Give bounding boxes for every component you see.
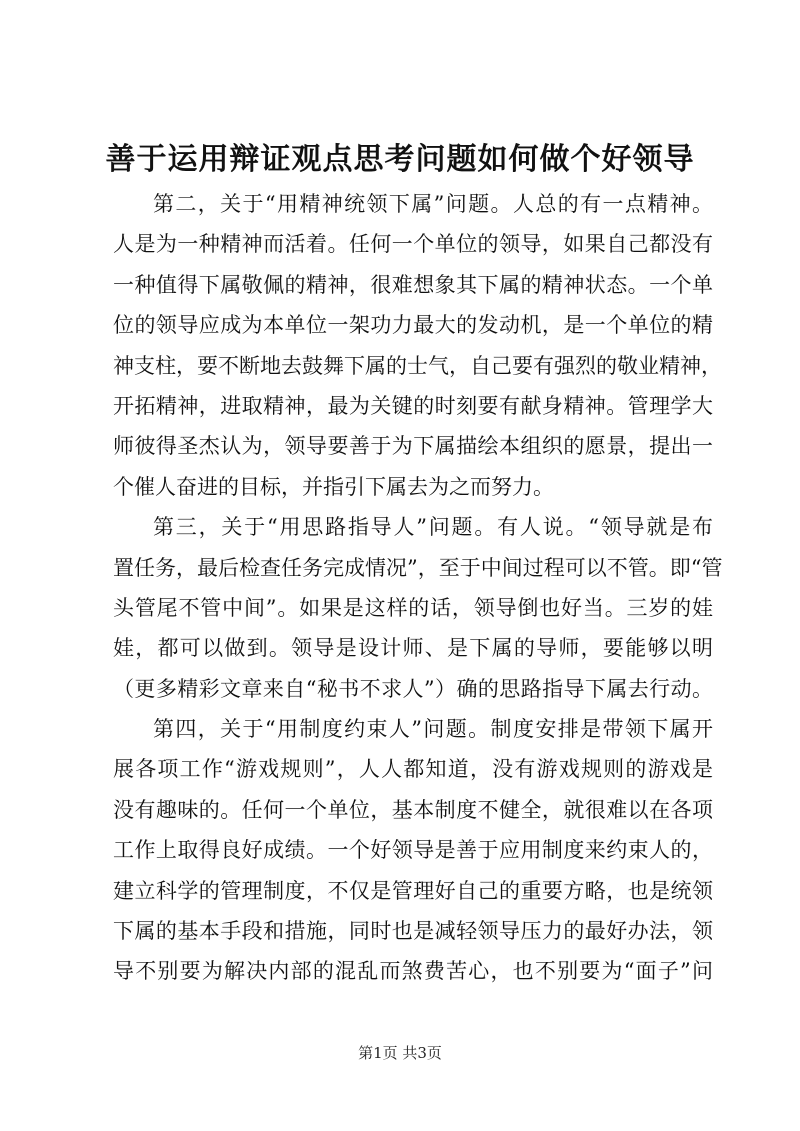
paragraph-line: 人是为一种精神而活着。任何一个单位的领导，如果自己都没有 [113, 232, 713, 257]
paragraph-line: 第四，关于“用制度约束人”问题。制度安排是带领下属开 [153, 717, 713, 742]
paragraph-line: 师彼得圣杰认为，领导要善于为下属描绘本组织的愿景，提出一 [113, 434, 713, 459]
paragraph-line: 个催人奋进的目标，并指引下属去为之而努力。 [113, 474, 554, 499]
paragraph-line: 神支柱，要不断地去鼓舞下属的士气，自己要有强烈的敬业精神， [113, 353, 722, 378]
paragraph-line: 展各项工作“游戏规则”，人人都知道，没有游戏规则的游戏是 [113, 757, 713, 782]
paragraph-line: 下属的基本手段和措施，同时也是减轻领导压力的最好办法，领 [113, 919, 713, 944]
page-footer: 第1页 共3页 [358, 1044, 442, 1062]
paragraph-line: 头管尾不管中间”。如果是这样的话，领导倒也好当。三岁的娃 [113, 595, 713, 620]
paragraph-line: 工作上取得良好成绩。一个好领导是善于应用制度来约束人的， [113, 838, 713, 863]
paragraph-line: 开拓精神，进取精神，最为关键的时刻要有献身精神。管理学大 [113, 393, 713, 418]
paragraph-line: 位的领导应成为本单位一架功力最大的发动机，是一个单位的精 [113, 313, 713, 338]
document-body [113, 184, 723, 992]
paragraph-line: 娃，都可以做到。领导是设计师、是下属的导师，要能够以明 [113, 636, 713, 661]
document-title: 善于运用辩证观点思考问题如何做个好领导 [105, 142, 695, 177]
paragraph-line: 建立科学的管理制度，不仅是管理好自己的重要方略，也是统领 [113, 878, 713, 903]
paragraph-line: 第二，关于“用精神统领下属”问题。人总的有一点精神。 [153, 192, 713, 216]
paragraph-line: 没有趣味的。任何一个单位，基本制度不健全，就很难以在各项 [113, 797, 713, 822]
paragraph-line: 导不别要为解决内部的混乱而煞费苦心，也不别要为“面子”问 [113, 959, 713, 984]
paragraph-line: （更多精彩文章来自“秘书不求人”）确的思路指导下属去行动。 [113, 676, 713, 701]
paragraph-line: 置任务，最后检查任务完成情况”，至于中间过程可以不管。即“管 [113, 555, 723, 580]
paragraph-line: 第三，关于“用思路指导人”问题。有人说。“领导就是布 [153, 515, 713, 540]
paragraph-line: 一种值得下属敬佩的精神，很难想象其下属的精神状态。一个单 [113, 272, 713, 297]
